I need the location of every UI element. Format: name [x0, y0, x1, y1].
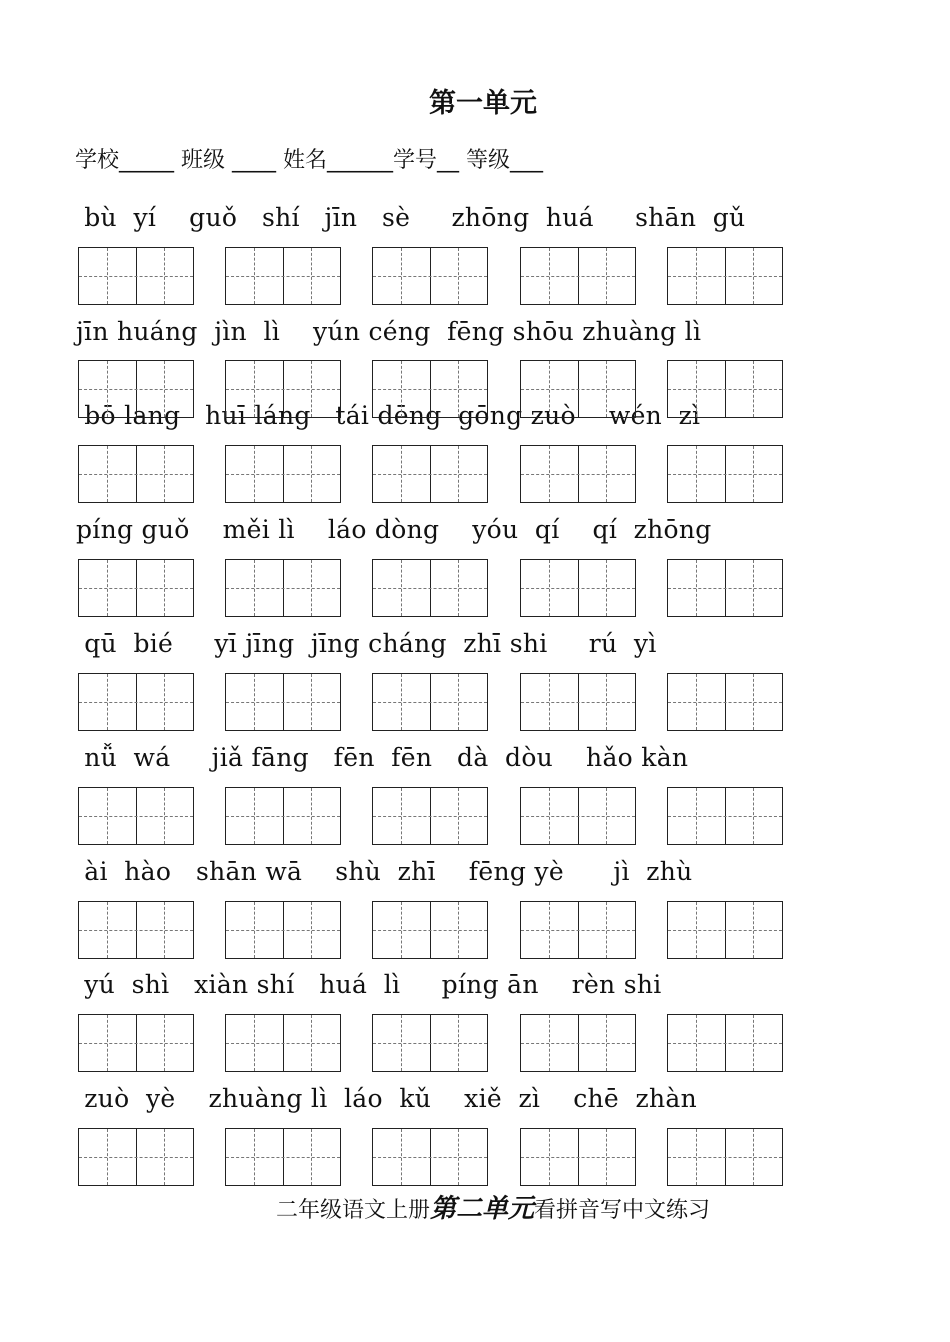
grid-guide-line [79, 930, 193, 931]
grid-guide-line [521, 389, 635, 390]
grid-guide-line [373, 1043, 487, 1044]
writing-grid-box[interactable] [372, 901, 488, 959]
pinyin-line: jīn huáng jìn lì yún céng fēng shōu zhuàng lì [76, 317, 702, 346]
grid-guide-line [521, 1157, 635, 1158]
pinyin-line: bō lang huī láng tái dēng gōng zuò wén zì [76, 401, 701, 430]
writing-grid-box[interactable] [372, 360, 488, 418]
grid-guide-line [226, 702, 340, 703]
writing-grid-box[interactable] [225, 559, 341, 617]
writing-grid-box[interactable] [78, 901, 194, 959]
grid-guide-line [226, 930, 340, 931]
pinyin-line: píng guǒ měi lì láo dòng yóu qí qí zhōng [76, 515, 712, 544]
writing-grid-box[interactable] [520, 901, 636, 959]
pinyin-line: qū bié yī jīng jīng cháng zhī shi rú yì [76, 629, 657, 658]
grid-guide-line [521, 702, 635, 703]
writing-grid-box[interactable] [520, 1014, 636, 1072]
writing-grid-box[interactable] [225, 901, 341, 959]
writing-grid-box[interactable] [78, 559, 194, 617]
grid-guide-line [668, 930, 782, 931]
footer-suffix: 看拼音写中文练习 [534, 1198, 711, 1223]
grid-guide-line [226, 1043, 340, 1044]
footer-caption [0, 1192, 950, 1228]
writing-grid-box[interactable] [78, 360, 194, 418]
writing-grid-box[interactable] [667, 445, 783, 503]
pinyin-line: yú shì xiàn shí huá lì píng ān rèn shi [76, 970, 662, 999]
grid-guide-line [668, 702, 782, 703]
grid-guide-line [668, 1157, 782, 1158]
writing-grid-box[interactable] [78, 247, 194, 305]
grid-guide-line [79, 588, 193, 589]
grid-guide-line [226, 276, 340, 277]
writing-grid-box[interactable] [520, 673, 636, 731]
writing-grid-box[interactable] [520, 247, 636, 305]
grid-guide-line [226, 474, 340, 475]
pinyin-line: bù yí guǒ shí jīn sè zhōng huá shān gǔ [76, 203, 746, 232]
writing-grid-box[interactable] [372, 1128, 488, 1186]
writing-grid-box[interactable] [667, 1014, 783, 1072]
writing-grid-box[interactable] [372, 559, 488, 617]
grid-guide-line [226, 1157, 340, 1158]
grid-guide-line [668, 1043, 782, 1044]
writing-grid-box[interactable] [372, 1014, 488, 1072]
grid-guide-line [79, 702, 193, 703]
writing-grid-box[interactable] [78, 787, 194, 845]
writing-grid-box[interactable] [667, 247, 783, 305]
grid-guide-line [521, 1043, 635, 1044]
grid-guide-line [373, 1157, 487, 1158]
grid-guide-line [668, 816, 782, 817]
grid-guide-line [521, 816, 635, 817]
grid-guide-line [668, 474, 782, 475]
footer-emphasis: 第二单元 [429, 1194, 534, 1224]
grid-guide-line [668, 389, 782, 390]
grid-guide-line [79, 816, 193, 817]
writing-grid-box[interactable] [667, 1128, 783, 1186]
grid-guide-line [79, 1157, 193, 1158]
footer-prefix: 二年级语文上册 [275, 1198, 430, 1223]
writing-grid-box[interactable] [78, 1128, 194, 1186]
writing-grid-box[interactable] [225, 1014, 341, 1072]
grid-guide-line [668, 276, 782, 277]
writing-grid-box[interactable] [520, 787, 636, 845]
grid-guide-line [668, 588, 782, 589]
grid-guide-line [373, 816, 487, 817]
student-info-line: 学校_____ 班级 ____ 姓名______学号__ 等级___ [75, 148, 543, 173]
writing-grid-box[interactable] [372, 247, 488, 305]
writing-grid-box[interactable] [225, 445, 341, 503]
grid-guide-line [226, 816, 340, 817]
grid-guide-line [226, 588, 340, 589]
writing-grid-box[interactable] [520, 360, 636, 418]
writing-grid-box[interactable] [667, 673, 783, 731]
writing-grid-box[interactable] [372, 787, 488, 845]
grid-guide-line [373, 474, 487, 475]
pinyin-line: nǚ wá jiǎ fāng fēn fēn dà dòu hǎo kàn [76, 743, 689, 772]
page-title: 第一单元 [429, 88, 537, 119]
grid-guide-line [521, 474, 635, 475]
writing-grid-box[interactable] [667, 559, 783, 617]
grid-guide-line [226, 389, 340, 390]
grid-guide-line [79, 474, 193, 475]
writing-grid-box[interactable] [520, 445, 636, 503]
writing-grid-box[interactable] [225, 247, 341, 305]
writing-grid-box[interactable] [372, 673, 488, 731]
pinyin-line: zuò yè zhuàng lì láo kǔ xiě zì chē zhàn [76, 1084, 697, 1113]
grid-guide-line [373, 702, 487, 703]
grid-guide-line [79, 389, 193, 390]
grid-guide-line [373, 588, 487, 589]
grid-guide-line [521, 930, 635, 931]
writing-grid-box[interactable] [225, 787, 341, 845]
grid-guide-line [373, 389, 487, 390]
writing-grid-box[interactable] [372, 445, 488, 503]
writing-grid-box[interactable] [225, 673, 341, 731]
writing-grid-box[interactable] [667, 360, 783, 418]
pinyin-line: ài hào shān wā shù zhī fēng yè jì zhù [76, 857, 693, 886]
writing-grid-box[interactable] [78, 445, 194, 503]
writing-grid-box[interactable] [667, 787, 783, 845]
grid-guide-line [373, 930, 487, 931]
writing-grid-box[interactable] [225, 1128, 341, 1186]
grid-guide-line [373, 276, 487, 277]
writing-grid-box[interactable] [78, 1014, 194, 1072]
writing-grid-box[interactable] [520, 1128, 636, 1186]
writing-grid-box[interactable] [520, 559, 636, 617]
grid-guide-line [521, 588, 635, 589]
grid-guide-line [79, 1043, 193, 1044]
writing-grid-box[interactable] [667, 901, 783, 959]
grid-guide-line [521, 276, 635, 277]
writing-grid-box[interactable] [78, 673, 194, 731]
writing-grid-box[interactable] [225, 360, 341, 418]
grid-guide-line [79, 276, 193, 277]
